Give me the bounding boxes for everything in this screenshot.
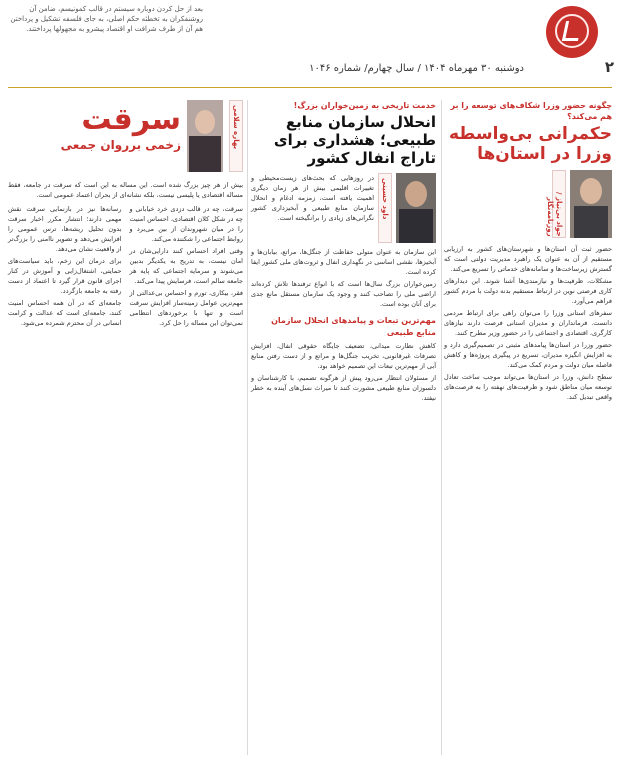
author-shirt xyxy=(574,206,608,238)
article-left xyxy=(8,100,243,330)
paragraph: برای درمان این زخم، باید سیاست‌های حمایتی، اشتغال‌زایی و آموزش در کنار اجرای قانون قرار گیرد تا اعتماد از دست رفته به جامعه بازگردد. xyxy=(8,257,122,295)
article-headline: سرقت xyxy=(81,102,181,137)
article-kicker: خدمت تاریخی به زمین‌خواران بزرگ! xyxy=(293,101,436,110)
title-block xyxy=(8,100,181,172)
article-kicker: چگونه حضور وزرا شکاف‌های توسعه را بر هم می‌کند؟ xyxy=(450,101,612,121)
paragraph: رسانه‌ها نیز در بازنمایی سرقت نقش مهمی دارند؛ انتشار مکرر اخبار سرقت بدون تحلیل ریشه‌ها، ترس عمومی را افزایش می‌دهد و تصویر ناامنی را بزرگ‌تر از واقعیت نشان می‌دهد. xyxy=(8,205,122,253)
paragraph: وقتی افراد احساس کنند دارایی‌شان در امان نیست، به تدریج به یکدیگر بدبین می‌شوند و سرمایه اجتماعی که پایه هر جامعه سالم است، فرسایش پیدا می‌کند. xyxy=(129,247,243,285)
article-right xyxy=(444,100,612,404)
paragraph: حضور وزرا در استان‌ها پیامدهای مثبتی در تصمیم‌گیری دارد و به افزایش انگیزه مدیران، تسریع در پیگیری پروژه‌ها و کاهش فاصله میان دولت و مردم کمک می‌کند. xyxy=(444,341,612,369)
author-block xyxy=(251,173,436,243)
article-subhead: زخمی برروان جمعی xyxy=(60,138,181,152)
article-headline: انحلال سازمان منابع طبیعی؛ هشداری برای تاراج انفال کشور xyxy=(273,113,436,167)
author-face xyxy=(195,110,215,134)
paragraph: جامعه‌ای که در آن همه احساس امنیت کنند، جامعه‌ای است که عدالت و کرامت انسانی در آن محترم شمرده می‌شود. xyxy=(8,299,122,327)
author-face xyxy=(405,181,427,207)
section-title: مهم‌ترین تبعات و پیامدهای انحلال سازمان منابع طبیعی xyxy=(271,316,436,337)
paragraph: کاهش نظارت میدانی، تضعیف جایگاه حقوقی انفال، افزایش تصرفات غیرقانونی، تخریب جنگل‌ها و مراتع و از دست رفتن منابع آبی از مهم‌ترین تبعات این تصمیم خواهد بود. xyxy=(251,342,436,370)
article-middle xyxy=(251,100,436,405)
paragraph: سطح دانش، وزرا در استان‌ها می‌تواند موجب ساخت تعادل توسعه میان مناطق شود و ظرفیت‌های نهفته را به فرصت‌های واقعی تبدیل کند. xyxy=(444,373,612,401)
paragraph: سرقت، چه در قالب دزدی خرد خیابانی و چه در شکل کلان اقتصادی، احساس امنیت را در میان شهروندان از بین می‌برد و روابط اجتماعی را شکننده می‌کند. xyxy=(129,205,243,243)
article-body-continued xyxy=(251,341,436,403)
paragraph: این سازمان به عنوان متولی حفاظت از جنگل‌ها، مراتع، بیابان‌ها و آبخیزها، نقشی اساسی در نگهداری انفال و ثروت‌های ملی کشور ایفا کرده است. xyxy=(251,248,436,276)
article-body xyxy=(251,247,436,309)
page-header xyxy=(0,0,620,100)
paragraph: حضور ثبت‌ آن استان‌ها و شهرستان‌های کشور به ارزیابی مستقیم از آن به عنوان یک راهبرد مدیریت دولتی است که گسترش زیرساخت‌ها و سامانه‌های خدماتی را تسریع می‌کند. xyxy=(444,245,612,273)
article-body xyxy=(8,204,243,330)
author-block xyxy=(444,170,612,238)
article-lead: در روزهایی که بحث‌های زیست‌محیطی و تغییرات اقلیمی بیش از هر زمان دیگری اهمیت یافته است، زمزمه ادغام و انحلال سازمان منابع طبیعی و آبخیزداری کشور نگرانی‌های زیادی را برانگیخته است. xyxy=(251,174,374,222)
column-divider xyxy=(441,100,442,755)
newspaper-logo xyxy=(546,6,598,58)
author-shirt xyxy=(189,136,221,172)
column-divider xyxy=(247,100,248,755)
author-name: داود حسینی xyxy=(381,178,389,220)
author-photo xyxy=(187,100,223,172)
header-divider xyxy=(8,87,612,88)
paragraph: زمین‌خواران بزرگ سال‌ها است که با انواع ترفندها تلاش کرده‌اند اراضی ملی را تصاحب کنند و وجود یک سازمان مستقل مانع جدی برای آنان بوده است. xyxy=(251,280,436,308)
article-headline: حکمرانی بی‌واسطه وزرا در استان‌ها xyxy=(448,124,612,164)
article-intro: بیش از هر چیز بزرگ شده است. این مساله به این است که سرقت در جامعه، فقط مساله اقتصادی یا پلیسی نیست، بلکه نشانه‌ای از بحران اعتماد عمومی است. xyxy=(8,181,243,199)
issue-dateline: دوشنبه ۳۰ مهرماه ۱۴۰۴ / سال چهارم/ شماره ۱۰۴۶ xyxy=(309,63,524,74)
author-label-box xyxy=(229,100,243,172)
author-face xyxy=(580,178,602,204)
author-label-box xyxy=(546,170,566,238)
article-left-header xyxy=(8,100,243,172)
author-name: جواد بی‌نیاز / روزنامه‌نگار xyxy=(546,192,563,237)
paragraph: سفرهای استانی وزرا را می‌توان راهی برای ارتباط مردمی دانست. فرمانداران و مدیران استانی فرصت دارند نیازهای کارگری، اقتصادی و اجتماعی را در حضور وزیر مطرح کنند. xyxy=(444,309,612,337)
paragraph: مشکلات، ظرفیت‌ها و نیازمندی‌ها آشنا شوند. این دیدارهای کاری فرصتی نوین در ارتباط مستقیم بدنه دولت با مردم کشور فراهم می‌آورد. xyxy=(444,277,612,305)
author-label-box xyxy=(378,173,392,243)
page-number: ۲ xyxy=(604,58,614,76)
author-photo xyxy=(396,173,436,243)
article-body xyxy=(444,244,612,402)
author-photo xyxy=(570,170,612,238)
author-name: بهاره سلامی xyxy=(232,105,240,150)
header-quote: بعد از حل کردن دوباره سیستم در قالب کمونیسم، ضامن آن روشنفکران به تخطئه حکم اصلی، به جای فلسفه تشکیل و پرداختن هم آن از طرف شرافت او اقتصاد پیشرو به مجهولها پرداختند. xyxy=(10,5,203,33)
author-shirt xyxy=(399,209,433,243)
paragraph: از مسئولان انتظار می‌رود پیش از هرگونه تصمیم، با کارشناسان و دلسوزان منابع طبیعی مشورت کنند تا میراث نسل‌های آینده به خطر نیفتد. xyxy=(251,374,436,402)
paragraph: فقر، بیکاری، تورم و احساس بی‌عدالتی از مهم‌ترین عوامل زمینه‌ساز افزایش سرقت است و تنها با برخوردهای انتظامی نمی‌توان این مساله را حل کرد. xyxy=(129,289,243,327)
